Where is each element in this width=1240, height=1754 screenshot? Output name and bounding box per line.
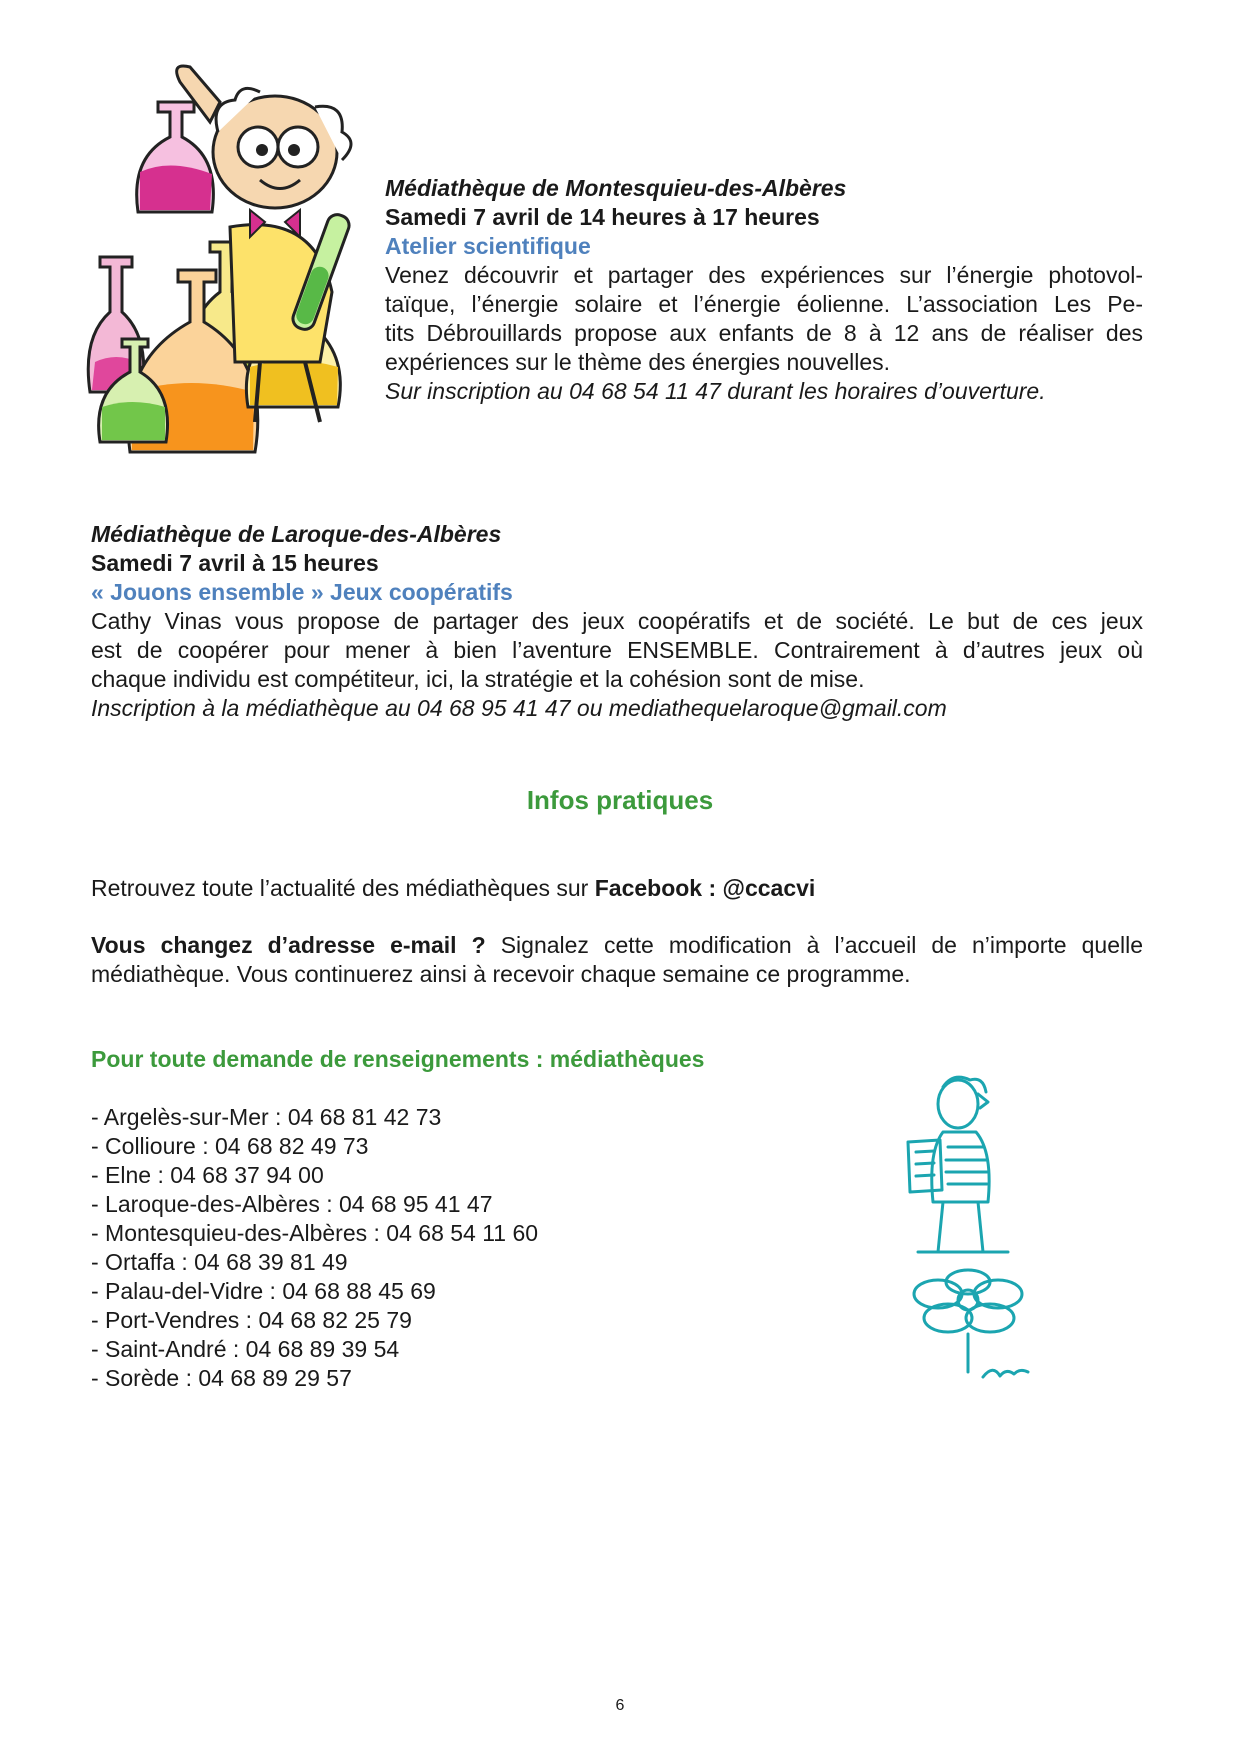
scientist-illustration [70, 62, 390, 482]
facebook-prefix: Retrouvez toute l’actualité des médiathèques sur [91, 875, 595, 901]
description-line: est de coopérer pour mener à bien l’aventure ENSEMBLE. Contrairement à d’autres jeux où [91, 637, 1143, 663]
reader-sketch-illustration [888, 1072, 1048, 1392]
facebook-handle: Facebook : @ccacvi [594, 875, 816, 901]
contact-item: - Laroque-des-Albères : 04 68 95 41 47 [91, 1191, 493, 1217]
email-change-info [91, 931, 1143, 989]
contact-item: - Port-Vendres : 04 68 82 25 79 [91, 1307, 412, 1333]
contact-item: - Elne : 04 68 37 94 00 [91, 1162, 324, 1188]
contact-item: - Sorède : 04 68 89 29 57 [91, 1365, 352, 1391]
event-title: « Jouons ensemble » Jeux coopératifs [91, 579, 513, 605]
event-venue: Médiathèque de Laroque-des-Albères [91, 521, 502, 547]
event-date: Samedi 7 avril à 15 heures [91, 550, 379, 576]
event-laroque [91, 520, 1143, 723]
description-line: tits Débrouillards propose aux enfants de 8 à 12 ans de réaliser des [385, 320, 1143, 346]
contact-item: - Palau-del-Vidre : 04 68 88 45 69 [91, 1278, 436, 1304]
event-registration-note: Inscription à la médiathèque au 04 68 95 41 47 ou mediathequelaroque@gmail.com [91, 695, 947, 721]
description-line: Cathy Vinas vous propose de partager des jeux coopératifs et de société. Le but de ces jeux [91, 608, 1143, 634]
event-montesquieu [385, 174, 1143, 406]
contact-item: - Collioure : 04 68 82 49 73 [91, 1133, 369, 1159]
event-description [385, 261, 1143, 377]
description-line: chaque individu est compétiteur, ici, la stratégie et la cohésion sont de mise. [91, 666, 865, 692]
description-line: taïque, l’énergie solaire et l’énergie éolienne. L’association Les Pe- [385, 291, 1143, 317]
email-text: Signalez cette modification à l’accueil de n’importe quelle [485, 932, 1144, 958]
section-title-infos: Infos pratiques [526, 785, 714, 815]
event-registration-note: Sur inscription au 04 68 54 11 47 durant les horaires d’ouverture. [385, 378, 1046, 404]
description-line: Venez découvrir et partager des expériences sur l’énergie photovol- [385, 262, 1143, 288]
email-line [91, 931, 1143, 960]
event-title: Atelier scientifique [385, 233, 591, 259]
event-date: Samedi 7 avril de 14 heures à 17 heures [385, 204, 820, 230]
contact-item: - Saint-André : 04 68 89 39 54 [91, 1336, 400, 1362]
event-description [91, 607, 1143, 694]
facebook-info [91, 874, 815, 903]
contact-item: - Ortaffa : 04 68 39 81 49 [91, 1249, 348, 1275]
email-question: Vous changez d’adresse e-mail ? [91, 932, 486, 958]
email-line: médiathèque. Vous continuerez ainsi à recevoir chaque semaine ce programme. [91, 961, 911, 987]
contact-item: - Argelès-sur-Mer : 04 68 81 42 73 [91, 1104, 442, 1130]
description-line: expériences sur le thème des énergies nouvelles. [385, 349, 891, 375]
contacts-list [91, 1103, 538, 1393]
contact-item: - Montesquieu-des-Albères : 04 68 54 11 60 [91, 1220, 539, 1246]
page-number: 6 [615, 1697, 625, 1714]
event-venue: Médiathèque de Montesquieu-des-Albères [385, 175, 847, 201]
contacts-title: Pour toute demande de renseignements : médiathèques [91, 1046, 705, 1072]
